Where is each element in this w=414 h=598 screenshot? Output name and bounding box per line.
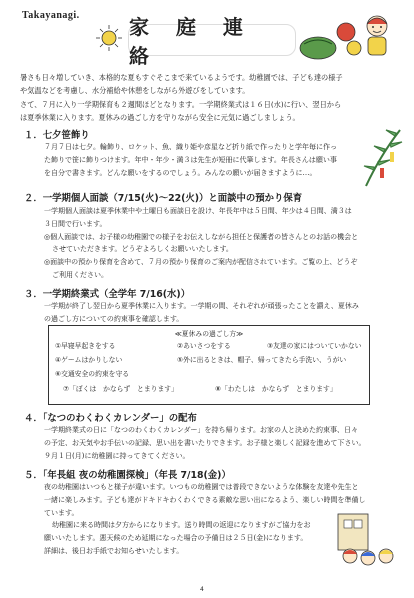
children-illustration xyxy=(356,12,398,60)
tanabata-bamboo-illustration xyxy=(360,126,404,188)
section-heading: ５．「年長組 夜の幼稚園探検」（年長 7/18(金)） xyxy=(24,470,231,481)
rule-item: ⑥交通安全の約束を守る xyxy=(55,370,130,378)
intro-line: 暑さも日々増していき、本格的な夏もすぐそこまで来ているようです。幼稚園では、子ども達の様子 xyxy=(20,73,343,82)
rule-item: ②あいさつをする xyxy=(177,342,231,350)
page-title: 家 庭 連 絡 xyxy=(129,15,253,68)
section-body xyxy=(44,300,392,326)
section-heading: ２．一学期個人面談（7/15(火)～22(火)）と面談中の預かり保育 xyxy=(24,193,303,204)
rule-item: ④ゲームはかりしない xyxy=(55,356,123,364)
body-line: の過ごし方についての約束事を確認します。 xyxy=(44,314,184,323)
section-heading: ３．一学期終業式（全学年 7/16(水)） xyxy=(24,289,191,300)
rules-caption: ≪夏休みの過ごし方≫ xyxy=(174,330,244,338)
body-line: ３日間で行います。 xyxy=(44,219,107,228)
body-line: を自分で書きます。どんな願いをするのでしょう。みんなの願いが届きますように…。 xyxy=(44,168,317,177)
summer-rules-box xyxy=(48,325,370,405)
body-line: 幼稚園に来る時間は夕方からになります。送り時間の返迎になりますがご協力をお xyxy=(52,521,311,530)
body-line: 一学期が終了し翌日から夏季休業に入ります。一学期の間、それぞれが頑張ったことを讃え、夏休み xyxy=(44,302,359,310)
body-line: 夜の幼稚園はいつもと様子が違います。いつもの幼稚園では普段できないような体験を友達や先生と xyxy=(44,483,359,491)
body-line: ◎面談中の預かり保育を含めて、７月の預かり保育のご案内が配信されています。ご覧の上、どうぞ xyxy=(44,258,358,267)
rule-item: ③友達の家にはついていかない xyxy=(267,342,362,350)
section-body xyxy=(44,205,392,282)
intro-line: や気温などを考慮し、水分補給や休憩をしながら外遊びをしています。 xyxy=(20,86,250,96)
section-heading: １．七夕笹飾り xyxy=(24,130,90,141)
school-logo: Takayanagi. xyxy=(22,10,80,21)
body-line: の予定、お天気やお手伝いの記録、思い出を書いたりできます。お子様と楽しく記録を進めて下さい。 xyxy=(44,438,366,447)
body-line: ９月１日(月)に幼稚園に持ってきてください。 xyxy=(44,451,190,460)
title-banner xyxy=(128,15,296,68)
sun-illustration xyxy=(95,24,123,52)
body-line: ◎個人面談では、お子様の幼稚園での様子をお伝えしながら担任と保護者の皆さんとのお話の機会と xyxy=(44,232,359,241)
body-line: させていただきます。どうぞよろしくお願いいたします。 xyxy=(52,245,233,254)
section-body xyxy=(44,424,392,462)
body-line: 一学期個人面談は夏季休業中や土曜日も面談日を設け、年長年中は５日間、年少は４日間、満３は xyxy=(44,207,352,215)
section-body xyxy=(44,141,364,179)
body-line: ています。 xyxy=(44,508,79,517)
body-line: 一学期終業式の日に「なつのわくわくカレンダー」を持ち帰ります。お家の人と決めた約束事、日々 xyxy=(44,426,358,434)
rule-item: ⑦「ぼくは かならず とまります」 xyxy=(63,385,178,393)
body-line: ７月７日は七夕。輪飾り、ロケット、魚、織り姫や彦星など折り紙で作ったりと学年毎に作っ xyxy=(44,143,338,151)
intro-line: さて、７月に入り一学期保育も２週間ほどとなります。一学期終業式は１６日(水)に行い、翌日から xyxy=(20,99,342,109)
night-kindergarten-illustration xyxy=(334,512,406,570)
rule-item: ⑤外に出るときは、帽子、帰ってきたら手洗い、うがい xyxy=(177,356,347,364)
body-line: 願いいたします。悪天候のため延期になった場合の予備日は２５日(金)になります。 xyxy=(44,534,308,543)
body-line: 一緒に楽しみます。子ども達がドキドキわくわくできる素敵な思い出になるよう、楽しい時間を準備し xyxy=(44,495,366,504)
intro-paragraph xyxy=(20,71,396,125)
page-number: 4 xyxy=(200,586,204,593)
section-heading: ４．「なつのわくわくカレンダー」の配布 xyxy=(24,413,197,424)
body-line: ご利用ください。 xyxy=(52,270,108,279)
rule-item: ⑧「わたしは かならず とまります」 xyxy=(215,385,337,393)
body-line: た飾りで笹に飾りつけます。年中・年少・満３は先生が短冊に代筆します。年長さんは願い事 xyxy=(44,155,337,164)
body-line: 詳細は、後日お手紙でお知らせいたします。 xyxy=(44,546,184,555)
rule-item: ①早寝早起きをする xyxy=(55,342,116,350)
intro-line: は夏季休業に入ります。夏休みの過ごし方を守りながら安全に元気に過ごしましょう。 xyxy=(20,113,300,123)
